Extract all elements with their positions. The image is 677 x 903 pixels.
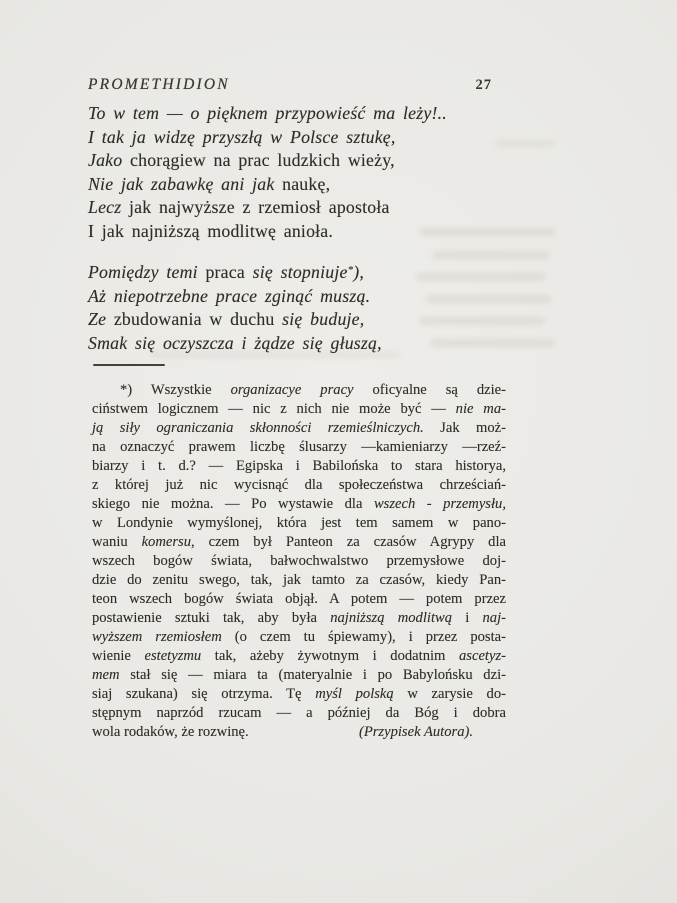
text-segment: mem bbox=[92, 667, 120, 683]
text-segment: Smak się oczyszcza i żądze się głuszą, bbox=[88, 332, 382, 353]
text-segment: Lecz bbox=[88, 197, 130, 217]
footnote-line bbox=[92, 666, 506, 685]
text-segment: Jako bbox=[88, 150, 131, 170]
text-segment: Ze bbox=[88, 309, 114, 329]
text-segment: To w tem — o pięknem przypowieść ma leży!.. bbox=[88, 103, 447, 123]
footnote-separator-rule bbox=[93, 364, 165, 366]
text-segment: i bbox=[452, 610, 483, 626]
footnote-closing-text bbox=[92, 723, 249, 742]
text-segment: teon wszech bogów świata objął. A potem — potem przez bbox=[92, 591, 506, 607]
text-segment: wola rodaków, że rozwinę. bbox=[92, 724, 249, 740]
text-segment: I tak ja widzę przyszłą w Polsce sztukę, bbox=[88, 126, 396, 147]
text-segment: w Londynie wymyślonej, która jest tem samem w pano- bbox=[92, 515, 506, 531]
poem-line bbox=[88, 196, 447, 220]
text-segment: naukę, bbox=[282, 173, 331, 194]
poem-line bbox=[88, 102, 447, 126]
page-title: PROMETHIDION bbox=[88, 76, 230, 93]
text-segment: naj- bbox=[482, 610, 506, 626]
text-segment: się stopniuje bbox=[252, 262, 348, 282]
poem-line bbox=[88, 259, 447, 285]
footnote-line bbox=[92, 457, 506, 476]
text-segment: wienie bbox=[92, 648, 145, 664]
text-segment: * bbox=[347, 264, 354, 276]
footnote-line bbox=[92, 723, 506, 742]
text-segment: siaj szukana) się otrzyma. Tę bbox=[92, 686, 316, 702]
poem-line bbox=[88, 285, 447, 309]
text-segment: chorągiew na prac ludzkich wieży, bbox=[130, 150, 395, 170]
text-segment: Pomiędzy temi bbox=[88, 262, 206, 282]
footnote-attribution: (Przypisek Autora). bbox=[358, 724, 473, 740]
text-segment: w zarysie do- bbox=[393, 686, 506, 702]
text-segment: jak najwyższe z rzemiosł apostoła bbox=[129, 197, 390, 217]
text-segment: nie ma- bbox=[455, 401, 506, 417]
footnote-line bbox=[92, 419, 506, 438]
footnote-line bbox=[92, 400, 506, 419]
text-segment: organizacye pracy bbox=[230, 382, 354, 398]
bleedthrough-artifact bbox=[495, 140, 555, 147]
text-segment: dzie do zenitu swego, tak, jak tamto za czasów, kiedy Pan- bbox=[92, 572, 506, 588]
footnote-line bbox=[92, 495, 506, 514]
text-segment: wszech - przemysłu, bbox=[373, 496, 506, 512]
text-segment: zbudowania w duchu bbox=[113, 309, 283, 329]
footnote bbox=[92, 381, 506, 742]
footnote-line bbox=[92, 628, 506, 647]
poem-line bbox=[88, 332, 447, 356]
footnote-line bbox=[92, 704, 506, 723]
text-segment: stępnym naprzód rzucam — a później da Bóg i dobra bbox=[92, 705, 506, 721]
text-segment: tak, ażeby żywotnym i dodatnim bbox=[201, 648, 459, 664]
footnote-line bbox=[92, 590, 506, 609]
footnote-line bbox=[92, 609, 506, 628]
text-segment: Jak moż- bbox=[423, 420, 506, 436]
text-segment: postawienie sztuki tak, aby była bbox=[92, 610, 331, 626]
poem bbox=[88, 102, 447, 355]
text-segment: (o czem tu śpiewamy), i przez posta- bbox=[221, 629, 506, 645]
text-segment: stał się — miara ta (materyalnie i po Babylońsku dzi- bbox=[119, 667, 506, 683]
text-segment: skiego nie można. — Po wystawie dla bbox=[92, 496, 374, 512]
footnote-line bbox=[92, 533, 506, 552]
poem-line bbox=[88, 126, 447, 150]
bleedthrough-artifact bbox=[430, 339, 555, 347]
text-segment: myśl polską bbox=[315, 686, 394, 702]
poem-line bbox=[88, 149, 447, 173]
footnote-line bbox=[92, 381, 506, 400]
text-segment: ciństwem logicznem — nic z nich nie może być — bbox=[92, 401, 456, 417]
text-segment: ją siły ograniczania skłonności rzemieślniczych. bbox=[92, 420, 424, 436]
text-segment: najniższą modlitwą bbox=[330, 610, 453, 626]
poem-stanza bbox=[88, 259, 447, 355]
bleedthrough-artifact bbox=[432, 251, 550, 259]
footnote-line bbox=[92, 685, 506, 704]
poem-line bbox=[88, 173, 447, 197]
text-segment: I jak najniższą modlitwę anioła. bbox=[88, 220, 334, 241]
text-segment: praca bbox=[205, 262, 253, 282]
text-segment: na oznaczyć prawem liczbę ślusarzy —kamieniarzy —rzeź- bbox=[92, 439, 506, 455]
text-segment: Aż niepotrzebne prace zginąć muszą. bbox=[88, 285, 371, 306]
text-segment: wyższem rzemiosłem bbox=[92, 629, 222, 645]
text-segment: ascetyz- bbox=[458, 648, 506, 664]
page-number: 27 bbox=[475, 77, 492, 93]
footnote-line bbox=[92, 552, 506, 571]
footnote-line bbox=[92, 476, 506, 495]
text-segment: waniu bbox=[92, 534, 142, 550]
text-segment: się buduje, bbox=[282, 309, 365, 329]
text-segment: *) Wszystkie bbox=[120, 382, 231, 398]
page-header bbox=[88, 76, 492, 94]
text-segment: ), bbox=[353, 262, 365, 282]
poem-line bbox=[88, 220, 447, 244]
footnote-line bbox=[92, 514, 506, 533]
text-segment: estetyzmu bbox=[144, 648, 202, 664]
poem-stanza bbox=[88, 102, 447, 243]
text-segment: wszech bogów świata, bałwochwalstwo przemysłowe doj- bbox=[92, 553, 506, 569]
footnote-line bbox=[92, 571, 506, 590]
footnote-line bbox=[92, 647, 506, 666]
text-segment: , czem był Panteon za czasów Agrypy dla bbox=[191, 534, 506, 550]
poem-line bbox=[88, 308, 447, 332]
text-segment: komersu bbox=[141, 534, 192, 550]
text-segment: oficyalne są dzie- bbox=[353, 382, 506, 398]
text-segment: Nie jak zabawkę ani jak bbox=[88, 173, 283, 194]
text-segment: biarzy i t. d.? — Egipska i Babilońska to stara historya, bbox=[92, 458, 506, 474]
text-segment: z której już nic wycisnąć dla społeczeństwa chrześciań- bbox=[92, 477, 506, 493]
footnote-line bbox=[92, 438, 506, 457]
